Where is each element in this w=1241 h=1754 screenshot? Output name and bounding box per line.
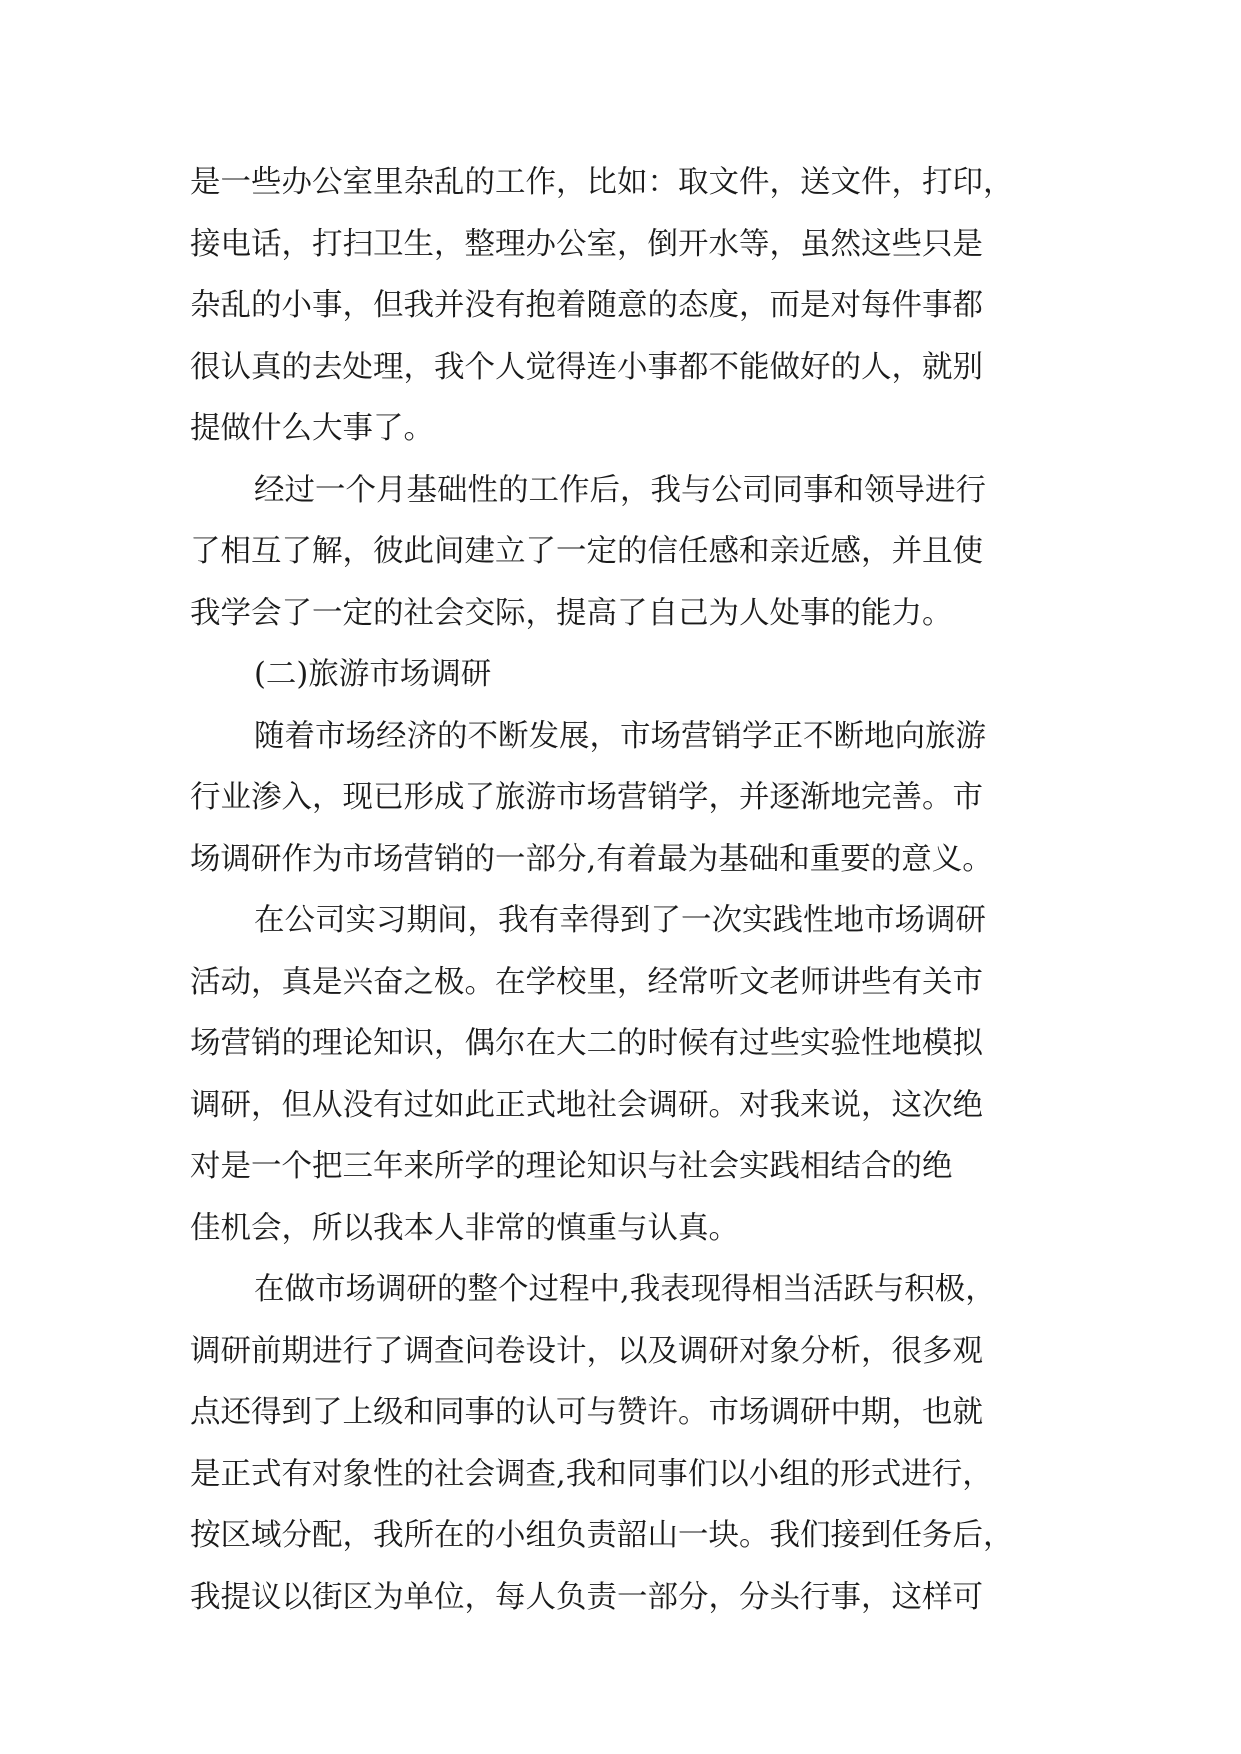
text-line: 场营销的理论知识，偶尔在大二的时候有过些实验性地模拟 [190, 1026, 983, 1061]
paragraph-start-line: 在做市场调研的整个过程中,我表现得相当活跃与积极， [254, 1272, 996, 1307]
text-line: 调研前期进行了调查问卷设计，以及调研对象分析，很多观 [190, 1333, 983, 1369]
section-heading: (二)旅游市场调研 [254, 657, 492, 692]
text-line: 提做什么大事了。 [190, 411, 434, 446]
text-line: 场调研作为市场营销的一部分,有着最为基础和重要的意义。 [190, 841, 993, 877]
text-line: 杂乱的小事，但我并没有抱着随意的态度，而是对每件事都 [190, 288, 983, 323]
paragraph-start-line: 经过一个月基础性的工作后，我与公司同事和领导进行 [254, 472, 986, 508]
paragraph-start-line: 随着市场经济的不断发展，市场营销学正不断地向旅游 [254, 718, 986, 754]
text-line: 调研，但从没有过如此正式地社会调研。对我来说，这次绝 [190, 1087, 983, 1123]
document-body [190, 152, 1090, 1628]
text-line: 是正式有对象性的社会调查,我和同事们以小组的形式进行， [190, 1456, 993, 1492]
text-line: 接电话，打扫卫生，整理办公室，倒开水等，虽然这些只是 [190, 226, 983, 262]
text-line: 我学会了一定的社会交际，提高了自己为人处事的能力。 [190, 595, 953, 631]
text-line: 活动，真是兴奋之极。在学校里，经常听文老师讲些有关市 [190, 964, 983, 1000]
text-line: 很认真的去处理，我个人觉得连小事都不能做好的人，就别 [190, 349, 983, 385]
paragraph-start-line: 在公司实习期间，我有幸得到了一次实践性地市场调研 [254, 903, 986, 938]
text-line: 对是一个把三年来所学的理论知识与社会实践相结合的绝 [190, 1149, 953, 1184]
text-line: 按区域分配，我所在的小组负责韶山一块。我们接到任务后， [190, 1518, 1014, 1553]
text-line: 点还得到了上级和同事的认可与赞许。市场调研中期，也就 [190, 1395, 983, 1430]
text-line: 我提议以街区为单位，每人负责一部分，分头行事，这样可 [190, 1579, 983, 1615]
text-line: 是一些办公室里杂乱的工作，比如：取文件，送文件，打印， [190, 165, 1014, 200]
text-line: 了相互了解，彼此间建立了一定的信任感和亲近感，并且使 [190, 534, 983, 569]
text-line: 佳机会，所以我本人非常的慎重与认真。 [190, 1210, 739, 1246]
text-line: 行业渗入，现已形成了旅游市场营销学，并逐渐地完善。市 [190, 780, 983, 815]
